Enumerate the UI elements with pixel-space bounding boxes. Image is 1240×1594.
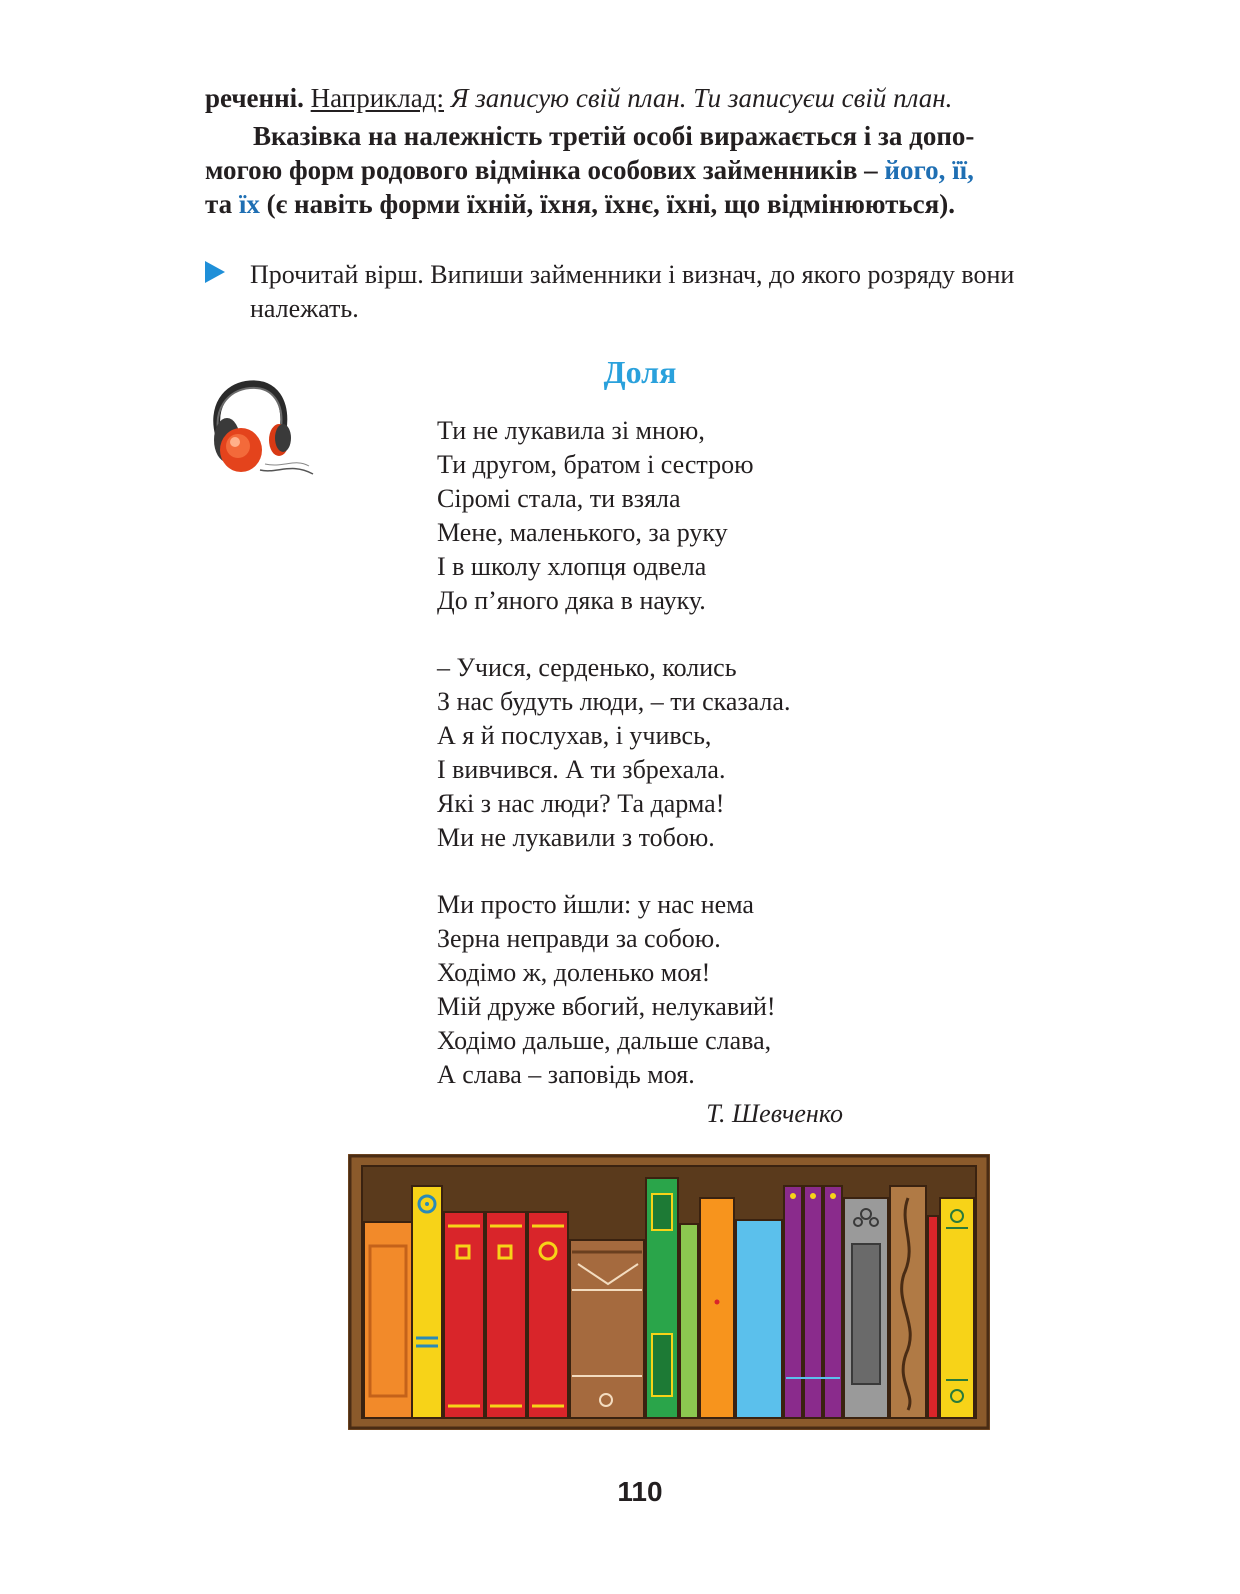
poem-line: І вивчився. А ти збрехала. <box>437 755 726 784</box>
poem-stanza-1 <box>437 414 790 618</box>
task-arrow-icon <box>205 261 225 283</box>
poem-line: До п’яного дяка в науку. <box>437 586 706 615</box>
poem-line: З нас будуть люди, – ти сказала. <box>437 687 791 716</box>
poem-line: Мене, маленького, за руку <box>437 518 728 547</box>
rule-line-3-end: (є навіть форми їхній, їхня, їхнє, їхні, що відмінюються). <box>266 189 956 219</box>
poem-line: А я й послухав, і учивсь, <box>437 721 712 750</box>
poem-line: Ти другом, братом і сестрою <box>437 450 754 479</box>
poem-title: Доля <box>603 354 677 390</box>
rule-paragraph <box>205 119 1085 221</box>
page-number: 110 <box>617 1476 663 1507</box>
poem-line: Ми не лукавили з тобою. <box>437 823 715 852</box>
poem-line: Які з нас люди? Та дарма! <box>437 789 725 818</box>
poem-body <box>437 414 790 1092</box>
poem-stanza-2 <box>437 651 790 855</box>
task-text: Прочитай вірш. Випиши займенники і визнач, до якого розряду вони належать. <box>250 260 1015 323</box>
rule-line-2-text: могою форм родового відмінка особових займенників – <box>205 155 878 185</box>
example-text: Я записую свій план. Ти записуєш свій план. <box>450 83 953 113</box>
intro-bold-word: реченні. <box>205 83 304 113</box>
poem-line: – Учися, серденько, колись <box>437 653 737 682</box>
rule-line-1: Вказівка на належність третій особі виражається і за допо- <box>253 121 975 151</box>
rule-pronoun-highlight: їх <box>238 189 260 219</box>
poem-line: Зерна неправди за собою. <box>437 924 721 953</box>
poem-line: Ми просто йшли: у нас нема <box>437 890 754 919</box>
poem-stanza-3 <box>437 888 790 1092</box>
intro-line <box>205 82 1085 115</box>
poem-line: Ходімо ж, доленько моя! <box>437 958 711 987</box>
headphones-icon[interactable] <box>205 378 317 478</box>
poem-line: Ходімо дальше, дальше слава, <box>437 1026 772 1055</box>
poem-line: Сіромі стала, ти взяла <box>437 484 681 513</box>
example-label: Наприклад: <box>310 83 444 113</box>
rule-pronouns-highlight: його, її, <box>884 155 974 185</box>
poem-line: А слава – заповідь моя. <box>437 1060 695 1089</box>
poem-line: Ти не лукавила зі мною, <box>437 416 705 445</box>
bookshelf-illustration <box>348 1154 990 1430</box>
poem-author: Т. Шевченко <box>706 1099 843 1128</box>
rule-line-3-start: та <box>205 189 233 219</box>
poem-line: Мій друже вбогий, нелукавий! <box>437 992 776 1021</box>
poem-line: І в школу хлопця одвела <box>437 552 707 581</box>
